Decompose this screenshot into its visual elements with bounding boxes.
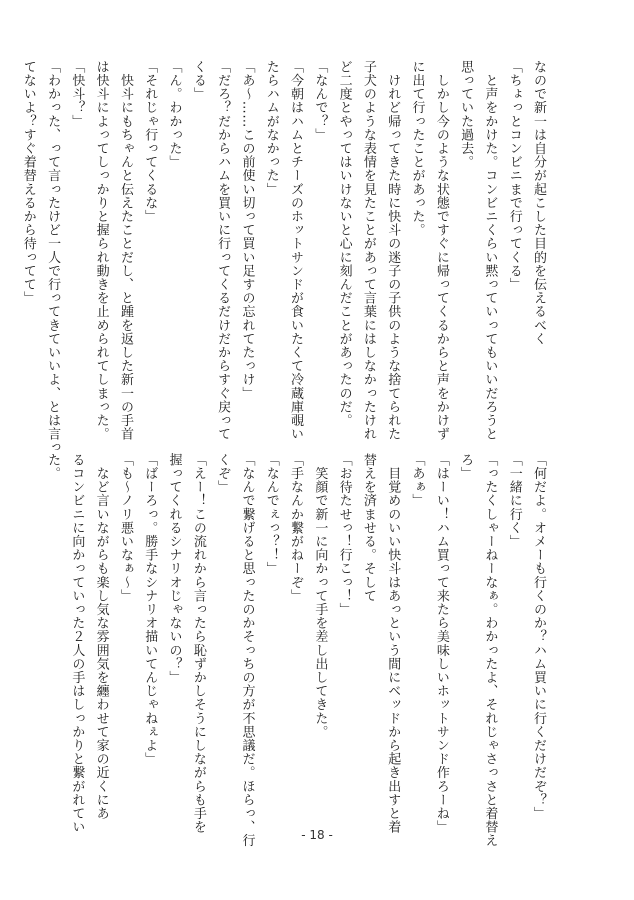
text-line: 「だろ？だからハムを買いに行ってくるだけだからすぐ戻って <box>215 60 231 441</box>
text-line: くぞ」 <box>215 453 231 494</box>
text-line: 「なんで？」 <box>312 60 328 142</box>
text-line: けれど帰ってきた時に快斗の迷子の子供のような捨てられた <box>385 60 401 441</box>
text-line: など言いながらも楽し気な雰囲気を纏わせて家の近くにあ <box>93 453 109 821</box>
text-line: てないよ？すぐ着替えるから待ってて」 <box>20 60 36 305</box>
text-line: 快斗にもちゃんと伝えたことだし、と踵を返した新一の手首 <box>117 60 133 441</box>
text-line: は快斗によってしっかりと握られ動きを止められてしまった。 <box>93 60 109 441</box>
upper-text-block <box>20 60 550 455</box>
page-number: - 18 - <box>301 828 333 842</box>
text-line: た。 <box>45 453 61 481</box>
text-line: 「えー！この流れから言ったら恥ずかしそうにしながらも手を <box>190 453 206 834</box>
text-line: ろ」 <box>458 453 474 481</box>
text-line: るコンビニに向かっていった２人の手はしっかりと繋がれてい <box>69 453 85 834</box>
text-line: 握ってくれるシナリオじゃないの？」 <box>166 453 182 685</box>
text-line: と声をかけた。コンビニくらい黙っていってもいいだろうと <box>482 60 498 441</box>
text-line: 「わかった、って言ったけど一人で行ってきていいよ、とは言っ <box>45 60 61 455</box>
text-line: 「あぁ」 <box>409 453 425 508</box>
text-line: 「快斗？」 <box>69 60 85 128</box>
text-line: なので新一は自分が起こした目的を伝えるべく <box>531 60 546 346</box>
text-line: たらハムがなかった」 <box>263 60 279 196</box>
text-line: 「ん。わかった」 <box>166 60 182 169</box>
text-line: 「ちょっとコンビニまで行ってくる」 <box>506 60 522 292</box>
text-line: 笑顔で新一に向かって手を差し出してきた。 <box>312 453 328 739</box>
text-line: 「それじゃ行ってくるな」 <box>142 60 158 224</box>
text-line: くる」 <box>190 60 206 101</box>
text-line: に出て行ったことがあった。 <box>409 60 425 237</box>
text-line: 「はーい！ハム買って来たら美味しいホットサンド作ろーね」 <box>433 453 449 834</box>
text-line: 「なんでぇっ？！」 <box>263 453 279 576</box>
text-line: 「なんで繋げると思ったのかそっちの方が不思議だ。ほらっ、行 <box>239 453 255 848</box>
text-line: 「一緒に行く」 <box>506 453 522 549</box>
text-line: しかし今のような状態ですぐに帰ってくるからと声をかけず <box>433 60 449 441</box>
text-line: 「あ〜……この前使い切って買い足すの忘れてたっけ」 <box>239 60 255 400</box>
text-line: 「お待たせっ！行こっ！」 <box>336 453 352 617</box>
text-line: 替えを済ませる。そして <box>360 453 376 603</box>
text-line: ど二度とやってはいけないと心に刻んだことがあったのだ。 <box>336 60 352 428</box>
text-line: 「手なんか繋がねーぞ」 <box>288 453 304 603</box>
text-line: 子犬のような表情を見たことがあって言葉にはしなかったけれ <box>360 60 376 441</box>
text-line: 「ったくしゃーねーなぁ。わかったよ、それじゃさっさと着替え <box>482 453 498 848</box>
text-line: 「何だよ。オメーも行くのか？ハム買いに行くだけだぞ？」 <box>531 453 546 821</box>
text-line: 「ばーろっ。勝手なシナリオ描いてんじゃねぇよ」 <box>142 453 158 766</box>
text-line: 「も〜ノリ悪いなぁ〜」 <box>117 453 133 603</box>
text-line: 「今朝はハムとチーズのホットサンドが食いたくて冷蔵庫覗い <box>288 60 304 441</box>
text-line: 目覚めのいい快斗はあっという間にベッドから起き出すと着 <box>385 453 401 834</box>
text-line: 思っていた過去。 <box>458 60 474 169</box>
